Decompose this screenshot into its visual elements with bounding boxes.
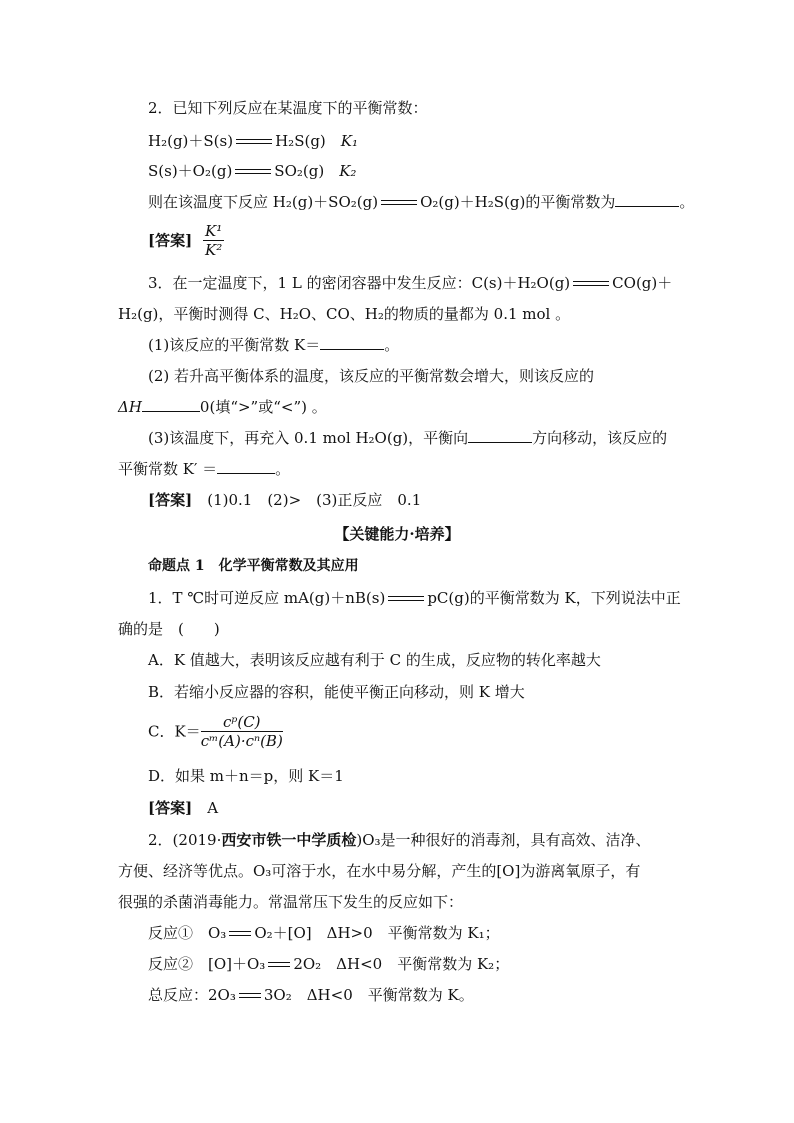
equilibrium-arrow xyxy=(388,594,424,604)
p2-line-2: 方便、经济等优点。O₃可溶于水，在水中易分解，产生的[O]为游离氧原子，有 xyxy=(118,862,641,880)
equilibrium-arrow xyxy=(236,137,272,147)
p1-line-2: 确的是 ( ) xyxy=(118,620,220,638)
equilibrium-arrow xyxy=(573,279,609,289)
q2-question: 则在该温度下反应 H₂(g)＋SO₂(g) O₂(g)＋H₂S(g)的平衡常数为 。 xyxy=(148,193,695,211)
equilibrium-arrow xyxy=(229,929,251,939)
equilibrium-arrow xyxy=(268,960,290,970)
option-b: B．若缩小反应器的容积，能使平衡正向移动，则 K 增大 xyxy=(148,683,525,701)
option-c: C．K＝ $\frac{\text{cᵖ(C)}}{\text{cᵐ(A)·cⁿ(B)}}$ xyxy=(148,713,283,750)
answer-fraction: $\frac{\text{K¹}}{\text{K²}}$ xyxy=(204,222,223,259)
p2-line-1: 2．(2019·西安市铁一中学质检)O₃是一种很好的消毒剂，具有高效、洁净、 xyxy=(148,831,651,849)
q3-line-2: H₂(g)，平衡时测得 C、H₂O、CO、H₂的物质的量都为 0.1 mol 。 xyxy=(118,305,571,323)
answer-blank xyxy=(142,397,200,412)
q2-answer: [答案] $\frac{\text{K¹}}{\text{K²}}$ xyxy=(148,222,223,259)
reaction-2: S(s)＋O₂(g) SO₂(g) K₂ xyxy=(148,162,357,180)
equilibrium-arrow xyxy=(381,198,417,208)
reaction-step-1: 反应① O₃ O₂＋[O] ΔH>0 平衡常数为 K₁； xyxy=(148,924,500,942)
p2-line-3: 很强的杀菌消毒能力。常温常压下发生的反应如下： xyxy=(118,893,464,911)
topic-heading: 命题点 1 化学平衡常数及其应用 xyxy=(148,558,359,574)
q3-part-1: (1)该反应的平衡常数 K＝ 。 xyxy=(148,336,400,354)
equilibrium-arrow xyxy=(239,991,261,1001)
section-title: 【关键能力·培养】 xyxy=(334,525,460,543)
equilibrium-arrow xyxy=(235,167,271,177)
option-a: A．K 值越大，表明该反应越有利于 C 的生成，反应物的转化率越大 xyxy=(148,651,601,669)
q2-title: 2．已知下列反应在某温度下的平衡常数： xyxy=(148,99,428,117)
q3-part-3-line-1: (3)该温度下，再充入 0.1 mol H₂O(g)，平衡向 方向移动，该反应的 xyxy=(148,429,668,447)
q3-part-2-line-2: ΔH 0(填“>”或“<”) 。 xyxy=(118,398,327,416)
answer-blank xyxy=(615,192,679,207)
p1-line-1: 1．T ℃时可逆反应 mA(g)＋nB(s) pC(g)的平衡常数为 K，下列说法中正 xyxy=(148,589,681,607)
p1-answer: [答案] A xyxy=(148,799,219,817)
option-c-fraction: $\frac{\text{cᵖ(C)}}{\text{cᵐ(A)·cⁿ(B)}}$ xyxy=(200,713,283,750)
answer-blank xyxy=(320,335,384,350)
q3-line-1: 3．在一定温度下，1 L 的密闭容器中发生反应：C(s)＋H₂O(g) CO(g)＋ xyxy=(148,274,673,292)
reaction-step-2: 反应② [O]＋O₃ 2O₂ ΔH<0 平衡常数为 K₂； xyxy=(148,955,510,973)
reaction-overall: 总反应：2O₃ 3O₂ ΔH<0 平衡常数为 K。 xyxy=(148,986,474,1004)
option-d: D．如果 m＋n＝p，则 K＝1 xyxy=(148,767,344,785)
answer-blank xyxy=(468,428,532,443)
q3-part-3-line-2: 平衡常数 K′ ＝ 。 xyxy=(118,460,291,478)
q3-answer: [答案] (1)0.1 (2)> (3)正反应 0.1 xyxy=(148,491,422,509)
reaction-1: H₂(g)＋S(s) H₂S(g) K₁ xyxy=(148,132,359,150)
q3-part-2-line-1: (2) 若升高平衡体系的温度，该反应的平衡常数会增大，则该反应的 xyxy=(148,367,595,385)
answer-blank xyxy=(217,459,275,474)
